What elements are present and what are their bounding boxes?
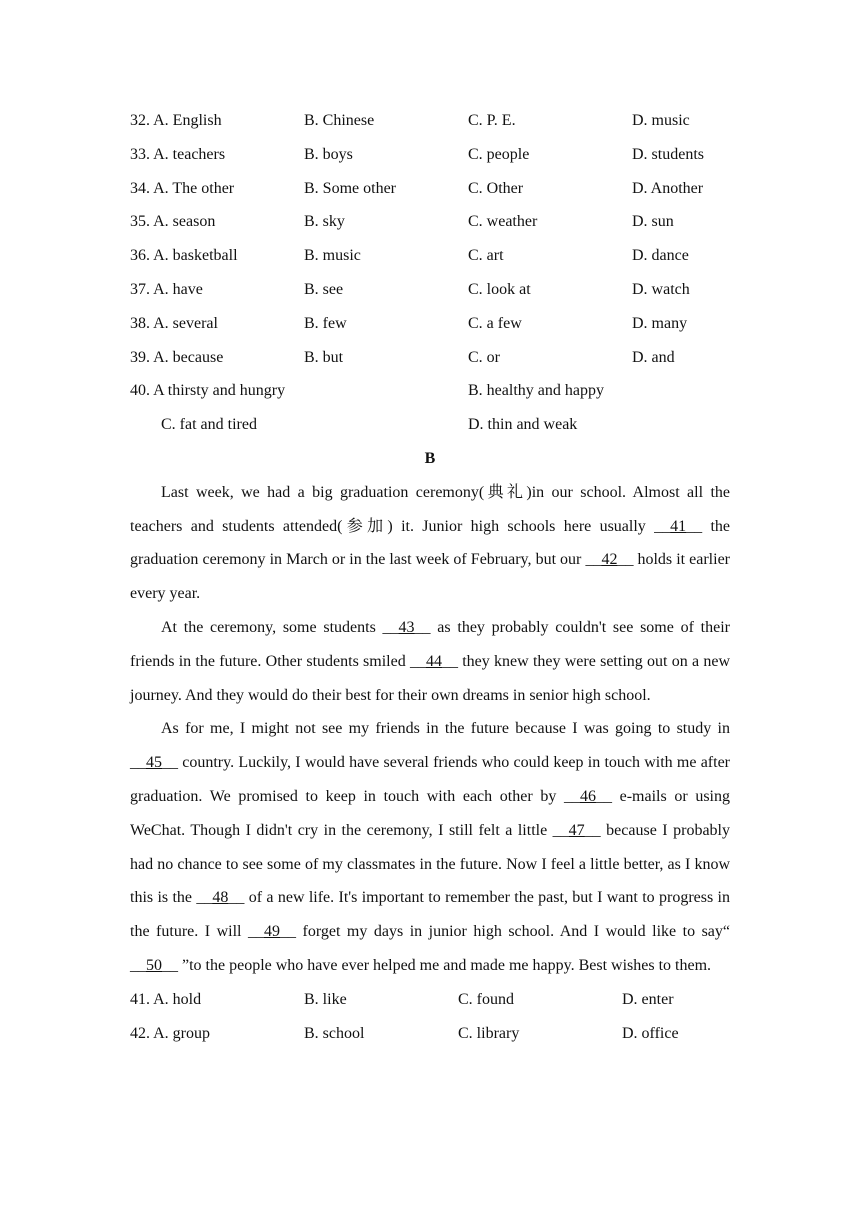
option-c: C. a few: [468, 314, 522, 332]
option-b: B. but: [304, 348, 344, 366]
passage-text: At the ceremony, some students: [161, 618, 383, 636]
option-d: D. and: [632, 348, 675, 366]
option-a: 34. A. The other: [130, 179, 235, 197]
option-b: B. few: [304, 314, 347, 332]
question-33-options: [130, 138, 730, 172]
passage-text: e-mails or using WeChat. Though I didn't cry in the ceremony, I still felt a little: [130, 787, 730, 839]
question-42-options: [130, 1017, 730, 1051]
passage-text: As for me, I might not see my friends in the future because I was going to study in: [161, 720, 730, 738]
option-a: 33. A. teachers: [130, 145, 226, 163]
option-d: D. office: [622, 1024, 679, 1042]
section-title: B: [424, 449, 436, 467]
option-c: C. art: [468, 247, 504, 265]
question-35-options: [130, 205, 730, 239]
option-d: D. students: [632, 145, 704, 163]
passage-paragraph-2: At the ceremony, some students __43__ as they probably couldn't see some of their friends in the future. Other students smiled __44__ they knew they were setting out on a new journey. And they would do their best for their own dreams in senior high school.: [130, 618, 730, 704]
question-37-options: [130, 273, 730, 307]
option-a: 35. A. season: [130, 213, 216, 231]
option-c: C. P. E.: [468, 112, 516, 129]
passage-text: holds it earlier every year.: [130, 551, 730, 603]
option-b: B. Some other: [304, 179, 396, 197]
option-b: B. boys: [304, 145, 353, 163]
passage-text: forget my days in junior high school. And I would like to say“: [296, 923, 731, 941]
option-c: C. fat and tired: [161, 416, 257, 434]
question-34-options: [130, 172, 730, 206]
option-d: D. sun: [632, 213, 674, 231]
blank-44: 44: [425, 652, 442, 670]
option-d: D. many: [632, 314, 688, 332]
option-d: D. thin and weak: [468, 416, 578, 434]
option-b: B. school: [304, 1024, 365, 1042]
blank-41: 41: [670, 517, 687, 535]
question-40-options-row2: [130, 408, 730, 442]
question-41-options: [130, 983, 730, 1017]
option-d: D. dance: [632, 247, 689, 265]
option-b: B. sky: [304, 213, 345, 231]
option-c: C. people: [468, 145, 530, 163]
blank-46: 46: [579, 787, 596, 805]
question-38-options: [130, 307, 730, 341]
passage-text: ”to the people who have ever helped me and made me happy. Best wishes to them.: [178, 956, 712, 974]
question-32-options: [130, 104, 730, 138]
blank-48: 48: [212, 889, 229, 907]
option-a: 40. A thirsty and hungry: [130, 382, 286, 400]
option-a: 32. A. English: [130, 112, 222, 129]
blank-42: 42: [601, 551, 618, 569]
question-39-options: [130, 341, 730, 375]
passage-text: as they probably couldn't see some of their friends in the future. Other students smiled: [130, 618, 730, 670]
option-b: B. music: [304, 247, 361, 265]
option-c: C. or: [468, 348, 500, 366]
option-c: C. found: [458, 990, 514, 1008]
passage-text: the graduation ceremony in March or in the last week of February, but our: [130, 517, 730, 569]
option-c: C. Other: [468, 179, 524, 197]
option-a: 41. A. hold: [130, 990, 202, 1008]
passage-paragraph-1: Last week, we had a big graduation ceremony(典礼)in our school. Almost all the teachers and students attended(参加) it. Junior high schools here usually __41__ the graduation ceremony in March or in the last week of February, but our __42__ holds it earlier every year.: [130, 483, 730, 603]
passage-text: because I probably had no chance to see some of my classmates in the future. Now I feel a little better, as I know this is the: [130, 821, 730, 907]
blank-49: 49: [264, 923, 280, 941]
option-a: 42. A. group: [130, 1024, 210, 1042]
option-a: 39. A. because: [130, 348, 224, 366]
option-c: C. weather: [468, 213, 538, 231]
option-a: 37. A. have: [130, 280, 203, 298]
option-d: D. watch: [632, 280, 690, 298]
option-b: B. like: [304, 990, 347, 1008]
option-c: C. library: [458, 1024, 520, 1042]
option-b: B. healthy and happy: [468, 382, 604, 400]
option-d: D. Another: [632, 179, 704, 197]
blank-50: 50: [146, 956, 162, 974]
option-d: D. music: [632, 112, 690, 129]
question-36-options: [130, 239, 730, 273]
passage-text: country. Luckily, I would have several friends who could keep in touch with me after graduation. We promised to keep in touch with each other by: [130, 754, 730, 805]
question-40-options-row1: [130, 374, 730, 408]
blank-45: 45: [146, 754, 162, 772]
option-b: B. see: [304, 280, 344, 298]
exam-page: [130, 104, 730, 1050]
blank-47: 47: [568, 821, 585, 839]
option-a: 38. A. several: [130, 314, 218, 332]
passage-text: they knew they were setting out on a new journey. And they would do their best for their own dreams in senior high school.: [130, 652, 730, 704]
passage-paragraph-3: As for me, I might not see my friends in the future because I was going to study in __45__ country. Luckily, I would have several friends who could keep in touch with me after graduation. We promised to keep in touch with each other by __46__ e-mails or using WeChat. Though I didn't cry in the ceremony, I still felt a little __47__ because I probably had no chance to see some of my classmates in the future. Now I feel a little better, as I know this is the __48__ of a new life. It's important to remember the past, but I want to progress in the future. I will __49__ forget my days in junior high school. And I would like to say“ __50__ ”to the people who have ever helped me and made me happy. Best wishes to them.: [130, 720, 731, 974]
option-a: 36. A. basketball: [130, 247, 238, 265]
blank-43: 43: [398, 618, 415, 636]
passage-text: of a new life. It's important to remember the past, but I want to progress in the future. I will: [130, 889, 730, 941]
passage-text: Last week, we had a big graduation ceremony(典礼)in our school. Almost all the teachers and students attended(参加) it. Junior high schools here usually: [130, 483, 730, 535]
option-b: B. Chinese: [304, 112, 375, 129]
option-c: C. look at: [468, 280, 531, 298]
option-d: D. enter: [622, 990, 674, 1008]
